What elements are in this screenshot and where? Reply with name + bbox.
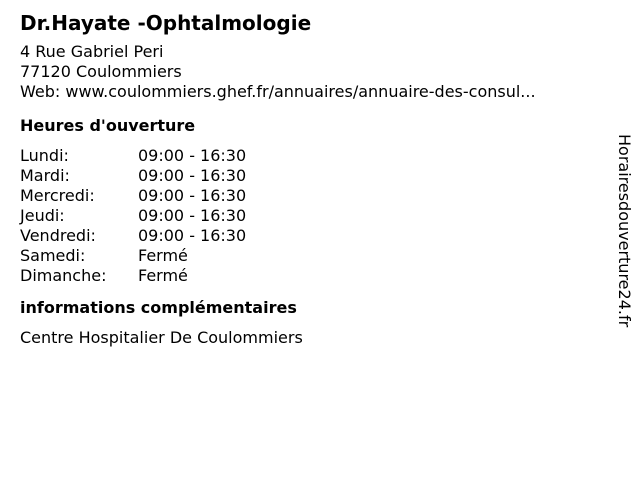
hours-time: 09:00 - 16:30 — [138, 206, 247, 225]
site-watermark-text: Horairesdouverture24.fr — [615, 134, 634, 328]
hours-day: Vendredi: — [20, 226, 96, 245]
address-city: 77120 Coulommiers — [20, 62, 182, 81]
address-web: Web: www.coulommiers.ghef.fr/annuaires/annuaire-des-consul... — [20, 82, 536, 101]
hours-day: Dimanche: — [20, 266, 107, 285]
hours-time: Fermé — [138, 246, 188, 265]
hours-day: Mercredi: — [20, 186, 95, 205]
hours-row-mardi — [20, 166, 600, 186]
hours-day: Lundi: — [20, 146, 69, 165]
hours-time: 09:00 - 16:30 — [138, 226, 247, 245]
address-street: 4 Rue Gabriel Peri — [20, 42, 164, 61]
info-heading: informations complémentaires — [20, 298, 297, 317]
hours-time: 09:00 - 16:30 — [138, 146, 247, 165]
hours-day: Mardi: — [20, 166, 70, 185]
hours-heading: Heures d'ouverture — [20, 116, 196, 135]
page-title: Dr.Hayate -Ophtalmologie — [20, 11, 312, 35]
hours-row-lundi — [20, 146, 600, 166]
hours-time: Fermé — [138, 266, 188, 285]
hours-row-vendredi — [20, 226, 600, 246]
address-block — [20, 42, 600, 102]
hours-row-samedi — [20, 246, 600, 266]
hours-day: Jeudi: — [20, 206, 65, 225]
hours-time: 09:00 - 16:30 — [138, 186, 247, 205]
hours-row-dimanche — [20, 266, 600, 286]
hours-row-mercredi — [20, 186, 600, 206]
page-content — [20, 10, 600, 348]
hours-table — [20, 146, 600, 286]
hours-time: 09:00 - 16:30 — [138, 166, 247, 185]
info-text: Centre Hospitalier De Coulommiers — [20, 328, 303, 347]
hours-day: Samedi: — [20, 246, 86, 265]
hours-row-jeudi — [20, 206, 600, 226]
